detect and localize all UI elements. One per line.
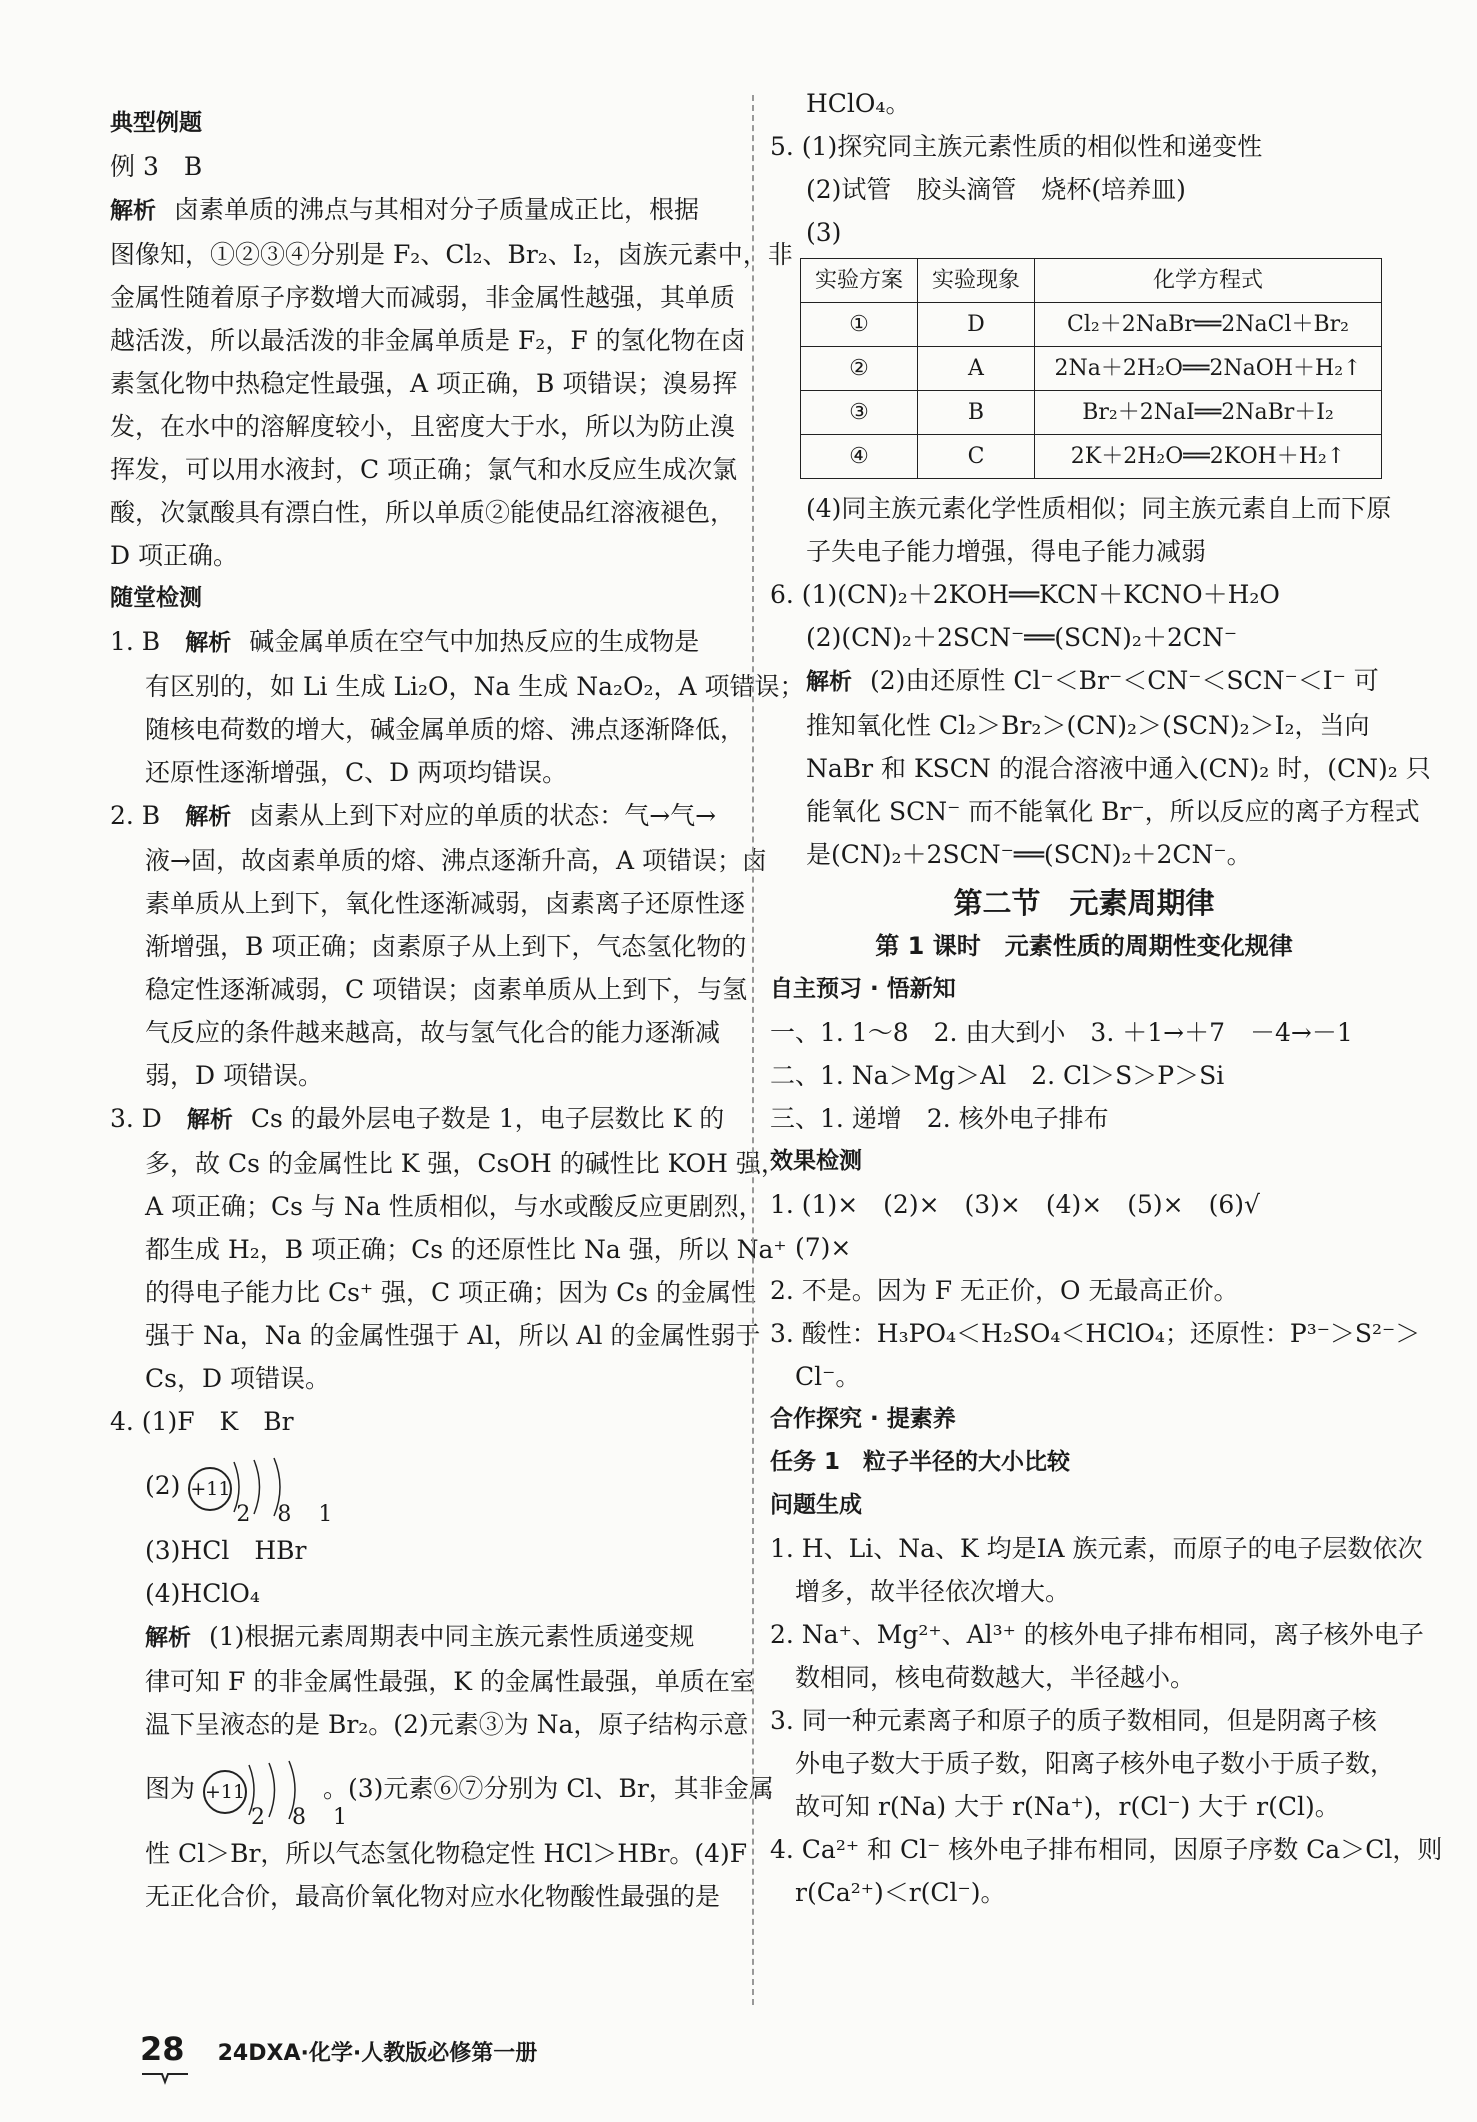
table-row bbox=[801, 347, 1382, 391]
q4-part2 bbox=[110, 1443, 740, 1529]
text-line: 图像知，①②③④分别是 F₂、Cl₂、Br₂、I₂，卤族元素中，非 bbox=[110, 240, 793, 269]
electron-counts: 2 8 1 bbox=[236, 1501, 343, 1527]
text-line: 子失电子能力增强，得电子能力减弱 bbox=[806, 537, 1207, 566]
text-line: 故可知 r(Na) 大于 r(Na⁺)，r(Cl⁻) 大于 r(Cl)。 bbox=[770, 1792, 1340, 1821]
analysis-label: 解析 bbox=[806, 669, 852, 695]
text-line: 数相同，核电荷数越大，半径越小。 bbox=[770, 1663, 1196, 1692]
text-line: 无正化合价，最高价氧化物对应水化物酸性最强的是 bbox=[145, 1882, 721, 1911]
text-line: r(Ca²⁺)＜r(Cl⁻)。 bbox=[770, 1878, 1006, 1907]
table-cell: Cl₂＋2NaBr══2NaCl＋Br₂ bbox=[1035, 303, 1382, 347]
text-line: (7)× bbox=[770, 1233, 852, 1262]
table-header-row bbox=[801, 259, 1382, 303]
text-line: D 项正确。 bbox=[110, 541, 238, 570]
text-line: 能氧化 SCN⁻ 而不能氧化 Br⁻，所以反应的离子方程式 bbox=[806, 797, 1420, 826]
table-cell: B bbox=[918, 391, 1035, 435]
text-line: 性 Cl＞Br，所以气态氢化物稳定性 HCl＞HBr。(4)F bbox=[145, 1839, 748, 1868]
heading-task-1: 任务 1 粒子半径的大小比较 bbox=[770, 1449, 1071, 1475]
atom-nucleus: +11 bbox=[188, 1467, 232, 1511]
text-line: 是(CN)₂＋2SCN⁻══(SCN)₂＋2CN⁻。 bbox=[806, 840, 1252, 869]
left-column bbox=[110, 102, 805, 1918]
heading-cooperative-inquiry: 合作探究 · 提素养 bbox=[770, 1406, 956, 1432]
q5-part1: 5. (1)探究同主族元素性质的相似性和递变性 bbox=[770, 132, 1263, 161]
q4-part3: (3)HCl HBr bbox=[145, 1536, 307, 1565]
text-line: Cs，D 项错误。 bbox=[145, 1364, 330, 1393]
text-fragment: 图为 bbox=[145, 1774, 196, 1803]
text-fragment: 。(3)元素⑥⑦分别为 Cl、Br，其非金属 bbox=[322, 1774, 774, 1803]
table-cell: 2K＋2H₂O══2KOH＋H₂↑ bbox=[1035, 435, 1382, 479]
q4-part1: 4. (1)F K Br bbox=[110, 1407, 294, 1436]
table-cell: ④ bbox=[801, 435, 918, 479]
section-heading-typical-examples: 典型例题 bbox=[110, 110, 202, 136]
q6-part2: (2)(CN)₂＋2SCN⁻══(SCN)₂＋2CN⁻ bbox=[806, 623, 1238, 652]
text-line: 随核电荷数的增大，碱金属单质的熔、沸点逐渐降低， bbox=[145, 715, 746, 744]
text-line: 外电子数大于质子数，阳离子核外电子数小于质子数， bbox=[770, 1749, 1396, 1778]
q4-atom-line bbox=[110, 1746, 774, 1832]
text-line: 素单质从上到下，氧化性逐渐减弱，卤素离子还原性逐 bbox=[145, 889, 746, 918]
atom-structure-diagram bbox=[188, 1458, 343, 1527]
text-line: 二、1. Na＞Mg＞Al 2. Cl＞S＞P＞Si bbox=[770, 1061, 1225, 1090]
text-line: 金属性随着原子序数增大而减弱，非金属性越强，其单质 bbox=[110, 283, 736, 312]
text-line: 多，故 Cs 的金属性比 K 强，CsOH 的碱性比 KOH 强， bbox=[145, 1149, 786, 1178]
analysis-label: 解析 bbox=[145, 1625, 191, 1651]
analysis-label: 解析 bbox=[185, 804, 232, 830]
text-line: 强于 Na，Na 的金属性强于 Al，所以 Al 的金属性弱于 bbox=[145, 1321, 761, 1350]
text-line: 1. H、Li、Na、K 均是ⅠA 族元素，而原子的电子层数依次 bbox=[770, 1534, 1423, 1563]
section-title: 第二节 元素周期律 bbox=[953, 886, 1215, 920]
table-row bbox=[801, 435, 1382, 479]
table-header: 实验现象 bbox=[918, 259, 1035, 303]
table-cell: A bbox=[918, 347, 1035, 391]
text-line: 3. 同一种元素离子和原子的质子数相同，但是阴离子核 bbox=[770, 1706, 1377, 1735]
text-line: 1. (1)× (2)× (3)× (4)× (5)× (6)√ bbox=[770, 1190, 1260, 1219]
table-cell: 2Na＋2H₂O══2NaOH＋H₂↑ bbox=[1035, 347, 1382, 391]
table-header: 化学方程式 bbox=[1035, 259, 1382, 303]
text-line: 3. 酸性：H₃PO₄＜H₂SO₄＜HClO₄；还原性：P³⁻＞S²⁻＞ bbox=[770, 1319, 1421, 1348]
text-line: 发，在水中的溶解度较小，且密度大于水，所以为防止溴 bbox=[110, 412, 736, 441]
book-info: 24DXA·化学·人教版必修第一册 bbox=[217, 2041, 538, 2066]
text-line: 卤素单质的沸点与其相对分子质量成正比，根据 bbox=[174, 195, 700, 224]
q3-answer: 3. D bbox=[110, 1104, 162, 1133]
text-line: (1)根据元素周期表中同主族元素性质递变规 bbox=[209, 1622, 695, 1651]
q5-part2: (2)试管 胶头滴管 烧杯(培养皿) bbox=[806, 175, 1186, 204]
text-line: 酸，次氯酸具有漂白性，所以单质②能使品红溶液褪色， bbox=[110, 498, 736, 527]
q6-part1: 6. (1)(CN)₂＋2KOH══KCN＋KCNO＋H₂O bbox=[770, 580, 1280, 609]
page-number: 28 bbox=[140, 2030, 185, 2068]
table-cell: Br₂＋2NaI══2NaBr＋I₂ bbox=[1035, 391, 1382, 435]
text-line: 碱金属单质在空气中加热反应的生成物是 bbox=[249, 627, 700, 656]
text-line: 的得电子能力比 Cs⁺ 强，C 项正确；因为 Cs 的金属性 bbox=[145, 1278, 756, 1307]
section-heading-in-class-test: 随堂检测 bbox=[110, 585, 202, 611]
atom-structure-diagram-inline bbox=[203, 1761, 357, 1830]
text-line: 还原性逐渐增强，C、D 两项均错误。 bbox=[145, 758, 568, 787]
text-line: (4)同主族元素化学性质相似；同主族元素自上而下原 bbox=[806, 494, 1392, 523]
text-line: 有区别的，如 Li 生成 Li₂O，Na 生成 Na₂O₂，A 项错误； bbox=[145, 672, 805, 701]
text-line: 推知氧化性 Cl₂＞Br₂＞(CN)₂＞(SCN)₂＞I₂，当向 bbox=[806, 711, 1370, 740]
text-line: 律可知 F 的非金属性最强，K 的金属性最强，单质在室 bbox=[145, 1667, 755, 1696]
experiment-table bbox=[800, 258, 1382, 479]
q2-answer: 2. B bbox=[110, 801, 161, 830]
heading-preview: 自主预习 · 悟新知 bbox=[770, 976, 956, 1002]
analysis-label: 解析 bbox=[186, 1107, 233, 1133]
text-line: 一、1. 1～8 2. 由大到小 3. ＋1→＋7 －4→－1 bbox=[770, 1018, 1353, 1047]
text-line: 4. Ca²⁺ 和 Cl⁻ 核外电子排布相同，因原子序数 Ca＞Cl，则 bbox=[770, 1835, 1443, 1864]
text-line: 三、1. 递增 2. 核外电子排布 bbox=[770, 1104, 1109, 1133]
analysis-label: 解析 bbox=[185, 630, 232, 656]
text-line: Cs 的最外层电子数是 1，电子层数比 K 的 bbox=[250, 1104, 725, 1133]
heading-effect-test: 效果检测 bbox=[770, 1148, 862, 1174]
lesson-title: 第 1 课时 元素性质的周期性变化规律 bbox=[875, 932, 1293, 960]
text-line: 都生成 H₂，B 项正确；Cs 的还原性比 Na 强，所以 Na⁺ bbox=[145, 1235, 787, 1264]
text-line: 卤素从上到下对应的单质的状态：气→气→ bbox=[249, 801, 717, 830]
column-divider bbox=[752, 95, 754, 2005]
text-line: 液→固，故卤素单质的熔、沸点逐渐升高，A 项错误；卤 bbox=[145, 846, 767, 875]
text-line: 温下呈液态的是 Br₂。(2)元素③为 Na，原子结构示意 bbox=[145, 1710, 749, 1739]
text-line: 素氢化物中热稳定性最强，A 项正确，B 项错误；溴易挥 bbox=[110, 369, 738, 398]
table-cell: ② bbox=[801, 347, 918, 391]
electron-counts: 2 8 1 bbox=[250, 1804, 357, 1830]
table-cell: ① bbox=[801, 303, 918, 347]
text-line: 越活泼，所以最活泼的非金属单质是 F₂，F 的氢化物在卤 bbox=[110, 326, 746, 355]
text-line: 挥发，可以用水液封，C 项正确；氯气和水反应生成次氯 bbox=[110, 455, 738, 484]
page-footer bbox=[140, 2030, 537, 2068]
table-cell: D bbox=[918, 303, 1035, 347]
q4-part4: (4)HClO₄ bbox=[145, 1579, 260, 1608]
page-number-underline-icon bbox=[140, 2070, 190, 2086]
atom-nucleus: +11 bbox=[203, 1770, 247, 1814]
text-line: 增多，故半径依次增大。 bbox=[770, 1577, 1071, 1606]
heading-questions: 问题生成 bbox=[770, 1492, 862, 1518]
text-line: (2)由还原性 Cl⁻＜Br⁻＜CN⁻＜SCN⁻＜I⁻ 可 bbox=[870, 666, 1379, 695]
text-line: 气反应的条件越来越高，故与氢气化合的能力逐渐减 bbox=[145, 1018, 721, 1047]
text-line: 2. 不是。因为 F 无正价，O 无最高正价。 bbox=[770, 1276, 1239, 1305]
table-row bbox=[801, 391, 1382, 435]
table-cell: ③ bbox=[801, 391, 918, 435]
text-line: A 项正确；Cs 与 Na 性质相似，与水或酸反应更剧烈， bbox=[145, 1192, 764, 1221]
q4-part2-label: (2) bbox=[145, 1471, 181, 1500]
text-line: Cl⁻。 bbox=[770, 1362, 861, 1391]
text-line: 渐增强，B 项正确；卤素原子从上到下，气态氢化物的 bbox=[145, 932, 747, 961]
table-cell: C bbox=[918, 435, 1035, 479]
table-row bbox=[801, 303, 1382, 347]
q1-answer: 1. B bbox=[110, 627, 161, 656]
text-line: NaBr 和 KSCN 的混合溶液中通入(CN)₂ 时，(CN)₂ 只 bbox=[806, 754, 1431, 783]
text-line: 稳定性逐渐减弱，C 项错误；卤素单质从上到下，与氢 bbox=[145, 975, 748, 1004]
q5-part3: (3) bbox=[806, 218, 842, 247]
text-line: 2. Na⁺、Mg²⁺、Al³⁺ 的核外电子排布相同，离子核外电子 bbox=[770, 1620, 1424, 1649]
right-column bbox=[770, 89, 1443, 1914]
table-header: 实验方案 bbox=[801, 259, 918, 303]
text-line: HClO₄。 bbox=[806, 89, 911, 118]
text-line: 弱，D 项错误。 bbox=[145, 1061, 323, 1090]
example-3-answer: 例 3 B bbox=[110, 152, 203, 181]
analysis-label: 解析 bbox=[110, 198, 156, 224]
